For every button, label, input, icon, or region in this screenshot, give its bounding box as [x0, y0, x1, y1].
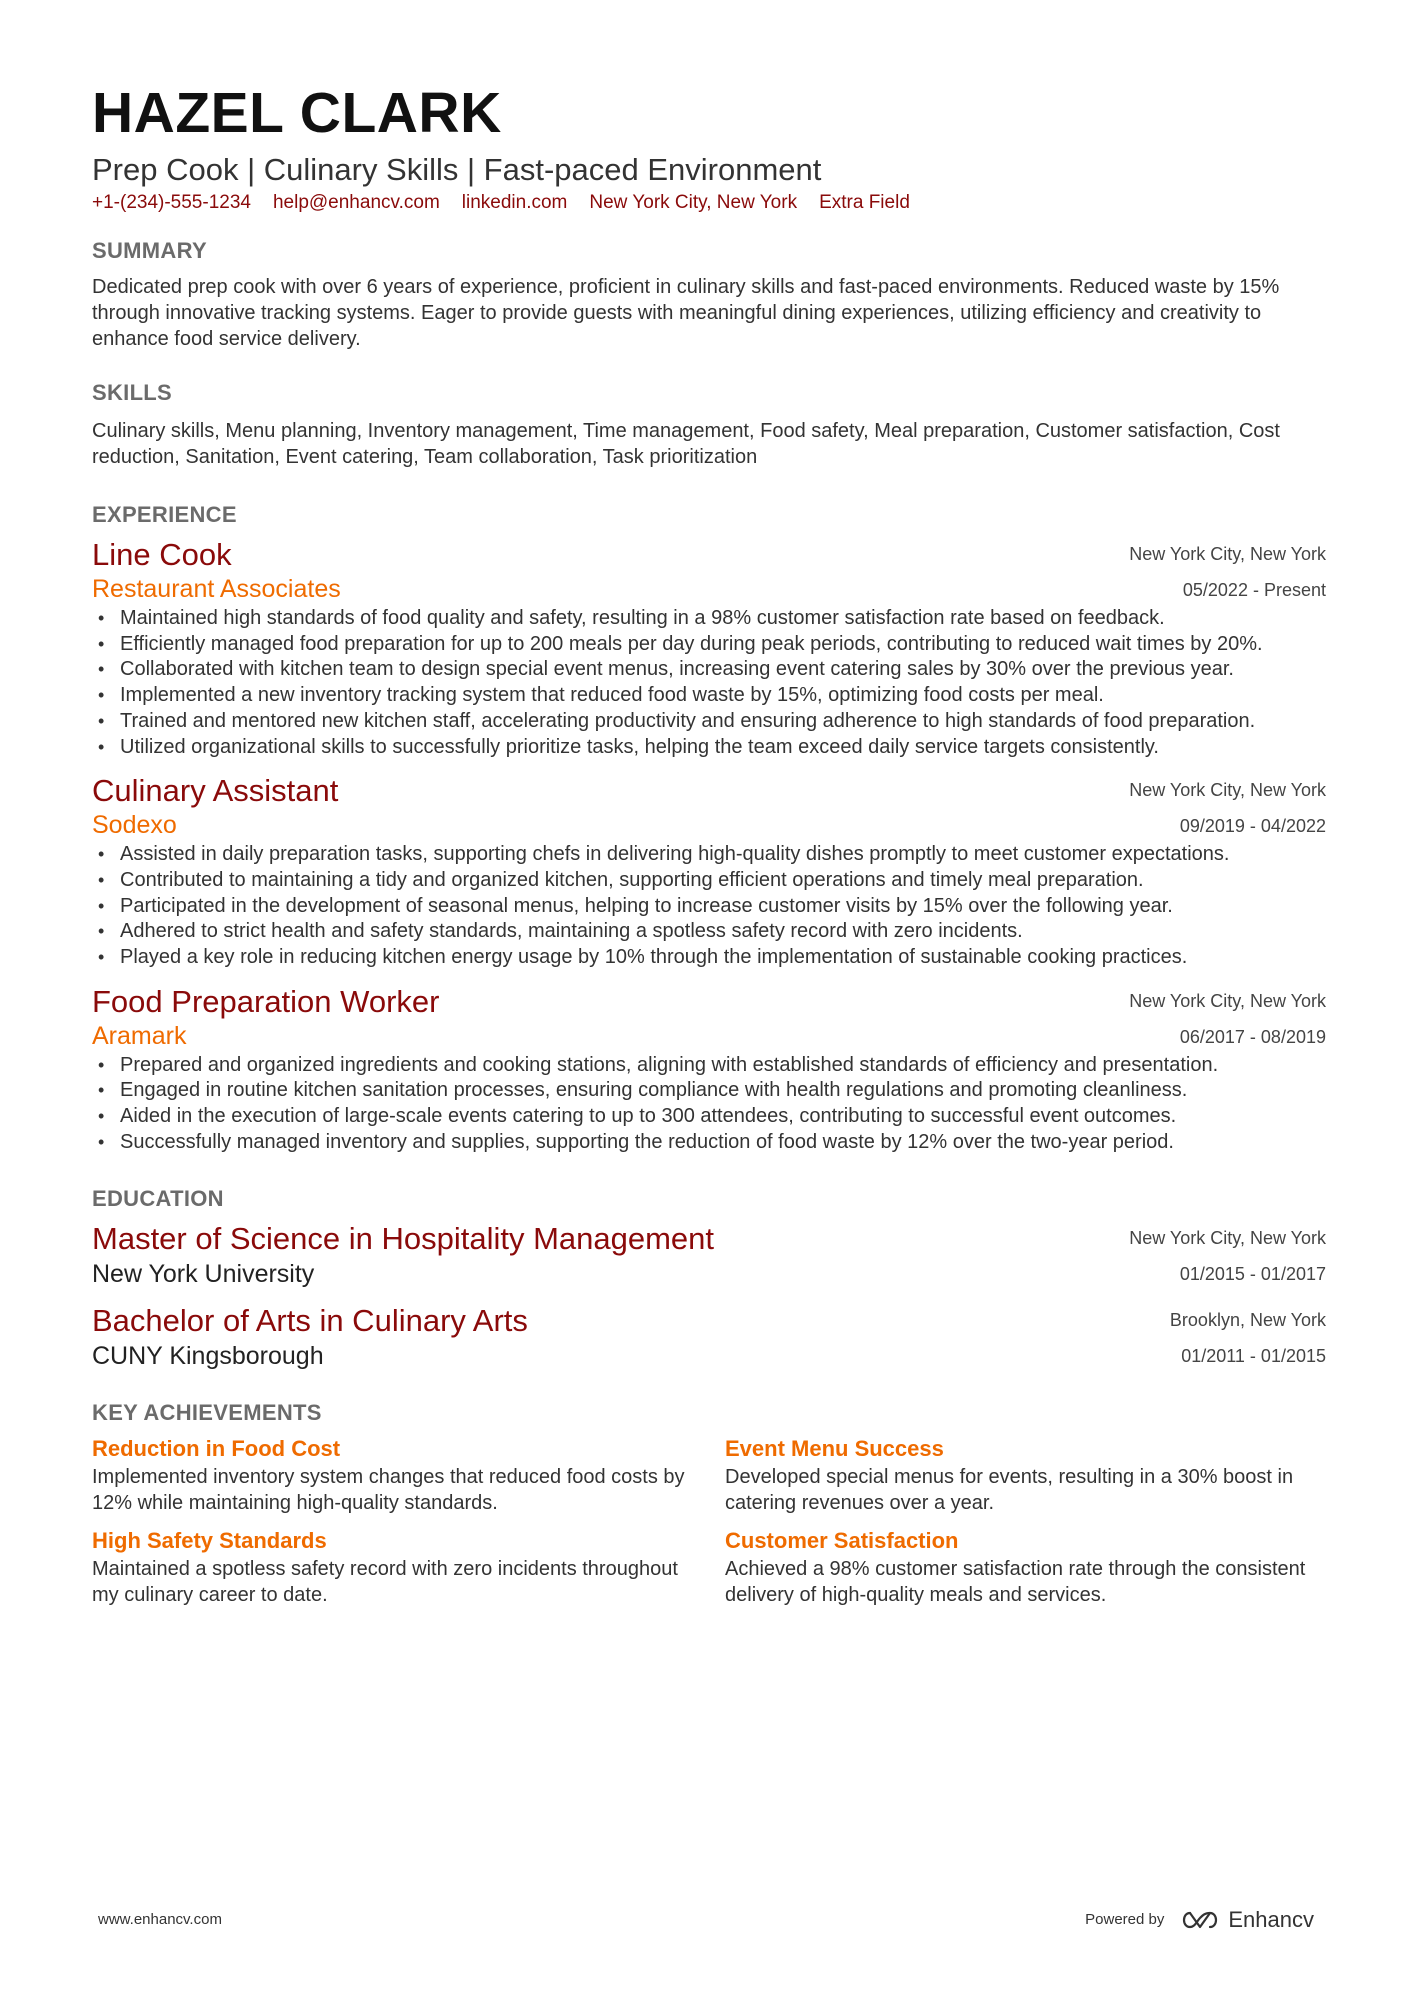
summary-text: Dedicated prep cook with over 6 years of experience, proficient in culinary skills and fast-paced environments. Reduced waste by 15% through innovative tracking systems. Eager to provide guests with meaningful dining experiences, utilizing efficiency and creativity to enhance food service delivery.: [92, 276, 1280, 350]
entry-location: New York City, New York: [1129, 1227, 1326, 1248]
achievement-item: [92, 1526, 687, 1618]
achievement-item: [92, 1434, 687, 1526]
resume-page: [92, 78, 1326, 1618]
entry-location: New York City, New York: [1129, 544, 1326, 564]
contact-location: New York City, New York: [589, 192, 798, 213]
powered-by-label: Powered by: [1085, 1911, 1165, 1928]
contact-phone[interactable]: +1-(234)-555-1234: [92, 192, 251, 213]
achievements-grid: [92, 1434, 1326, 1618]
entry-dates: 06/2017 - 08/2019: [1179, 1026, 1326, 1047]
enhancv-logo-icon: [1178, 1909, 1222, 1931]
bullet-item: • Utilized organizational skills to successfully prioritize tasks, helping the team exceed daily service targets consistently.: [92, 735, 1326, 761]
bullet-item: • Efficiently managed food preparation for up to 200 meals per day during peak periods, contributing to reduced wait times by 20%.: [92, 632, 1326, 658]
skills-text: Culinary skills, Menu planning, Inventory management, Time management, Food safety, Meal preparation, Customer satisfaction, Cost reduction, Sanitation, Event catering, Team collaboration, Task prioritization: [92, 420, 1280, 468]
bullet-item: • Prepared and organized ingredients and cooking stations, aligning with established standards of efficiency and presentation.: [92, 1053, 1326, 1079]
section-title-skills: SKILLS: [92, 380, 173, 405]
headline: Prep Cook | Culinary Skills | Fast-paced Environment: [92, 152, 822, 187]
education-entry: [92, 1302, 1326, 1372]
entry-location: New York City, New York: [1129, 990, 1326, 1011]
footer-website-link[interactable]: www.enhancv.com: [98, 1911, 222, 1928]
entry-school: New York University: [92, 1259, 315, 1288]
bullet-item: • Maintained high standards of food quality and safety, resulting in a 98% customer satisfaction rate based on feedback.: [92, 606, 1326, 632]
entry-degree: Master of Science in Hospitality Management: [92, 1220, 715, 1256]
bullet-item: • Participated in the development of seasonal menus, helping to increase customer visits by 15% over the following year.: [92, 894, 1326, 920]
bullet-item: • Implemented a new inventory tracking system that reduced food waste by 15%, optimizing food costs per meal.: [92, 683, 1326, 709]
achievements-section: [92, 1398, 1326, 1618]
achievement-title: Reduction in Food Cost: [92, 1435, 341, 1461]
bullet-item: • Adhered to strict health and safety standards, maintaining a spotless safety record with zero incidents.: [92, 919, 1326, 945]
section-title-education: EDUCATION: [92, 1185, 224, 1211]
achievement-desc: Maintained a spotless safety record with zero incidents throughout my culinary career to date.: [92, 1557, 678, 1606]
experience-section: [92, 500, 1326, 1156]
achievement-title: Event Menu Success: [725, 1435, 944, 1461]
entry-role: Culinary Assistant: [92, 773, 339, 809]
enhancv-brand-name: Enhancv: [1228, 1907, 1314, 1932]
entry-dates: 01/2011 - 01/2015: [1181, 1345, 1326, 1366]
experience-entry: [92, 772, 1326, 971]
entry-location: Brooklyn, New York: [1169, 1309, 1326, 1330]
bullet-item: • Aided in the execution of large-scale events catering to up to 300 attendees, contributing to successful event outcomes.: [92, 1104, 1326, 1130]
bullet-item: • Engaged in routine kitchen sanitation processes, ensuring compliance with health regulations and promoting cleanliness.: [92, 1078, 1326, 1104]
entry-company: Restaurant Associates: [92, 575, 341, 603]
bullet-item: • Assisted in daily preparation tasks, supporting chefs in delivering high-quality dishes promptly to meet customer expectations.: [92, 842, 1326, 868]
entry-dates: 09/2019 - 04/2022: [1179, 816, 1326, 837]
entry-bullets: [92, 842, 1326, 971]
entry-role: Line Cook: [92, 537, 232, 572]
contact-linkedin[interactable]: linkedin.com: [461, 192, 568, 213]
bullet-item: • Successfully managed inventory and supplies, supporting the reduction of food waste by 12% over the two-year period.: [92, 1130, 1326, 1156]
achievement-desc: Achieved a 98% customer satisfaction rate through the consistent delivery of high-quality meals and services.: [725, 1557, 1306, 1606]
entry-bullets: [92, 606, 1326, 760]
bullet-item: • Played a key role in reducing kitchen energy usage by 10% through the implementation of sustainable cooking practices.: [92, 945, 1326, 971]
achievement-desc: Developed special menus for events, resulting in a 30% boost in catering revenues over a year.: [725, 1465, 1294, 1514]
contact-row: [92, 190, 1326, 216]
footer-powered-by: [1085, 1905, 1314, 1935]
summary-section: [92, 236, 1326, 352]
section-title-experience: EXPERIENCE: [92, 502, 237, 527]
entry-school: CUNY Kingsborough: [92, 1341, 324, 1370]
achievement-item: [725, 1526, 1320, 1618]
enhancv-brand[interactable]: [1178, 1905, 1314, 1935]
entry-dates: 05/2022 - Present: [1182, 580, 1326, 600]
achievement-title: High Safety Standards: [92, 1527, 327, 1553]
skills-section: [92, 378, 1326, 470]
education-section: [92, 1184, 1326, 1372]
achievement-desc: Implemented inventory system changes that reduced food costs by 12% while maintaining high-quality standards.: [92, 1465, 685, 1514]
footer: [98, 1905, 1314, 1935]
entry-location: New York City, New York: [1129, 780, 1326, 801]
entry-degree: Bachelor of Arts in Culinary Arts: [92, 1302, 528, 1338]
entry-dates: 01/2015 - 01/2017: [1179, 1263, 1326, 1284]
education-entry: [92, 1220, 1326, 1290]
bullet-item: • Collaborated with kitchen team to design special event menus, increasing event catering sales by 30% over the previous year.: [92, 657, 1326, 683]
contact-extra: Extra Field: [819, 192, 910, 213]
achievement-item: [725, 1434, 1320, 1526]
bullet-item: • Contributed to maintaining a tidy and organized kitchen, supporting efficient operations and timely meal preparation.: [92, 868, 1326, 894]
entry-company: Aramark: [92, 1021, 187, 1050]
section-title-summary: SUMMARY: [92, 238, 207, 263]
achievement-title: Customer Satisfaction: [725, 1527, 959, 1553]
entry-bullets: [92, 1053, 1326, 1156]
contact-email[interactable]: help@enhancv.com: [272, 192, 440, 213]
entry-role: Food Preparation Worker: [92, 983, 440, 1019]
bullet-item: • Trained and mentored new kitchen staff, accelerating productivity and ensuring adherence to high standards of food preparation.: [92, 709, 1326, 735]
experience-entry: [92, 983, 1326, 1156]
section-title-achievements: KEY ACHIEVEMENTS: [92, 1399, 322, 1425]
experience-entry: [92, 536, 1326, 760]
candidate-name: HAZEL CLARK: [92, 81, 502, 145]
entry-company: Sodexo: [92, 811, 177, 840]
